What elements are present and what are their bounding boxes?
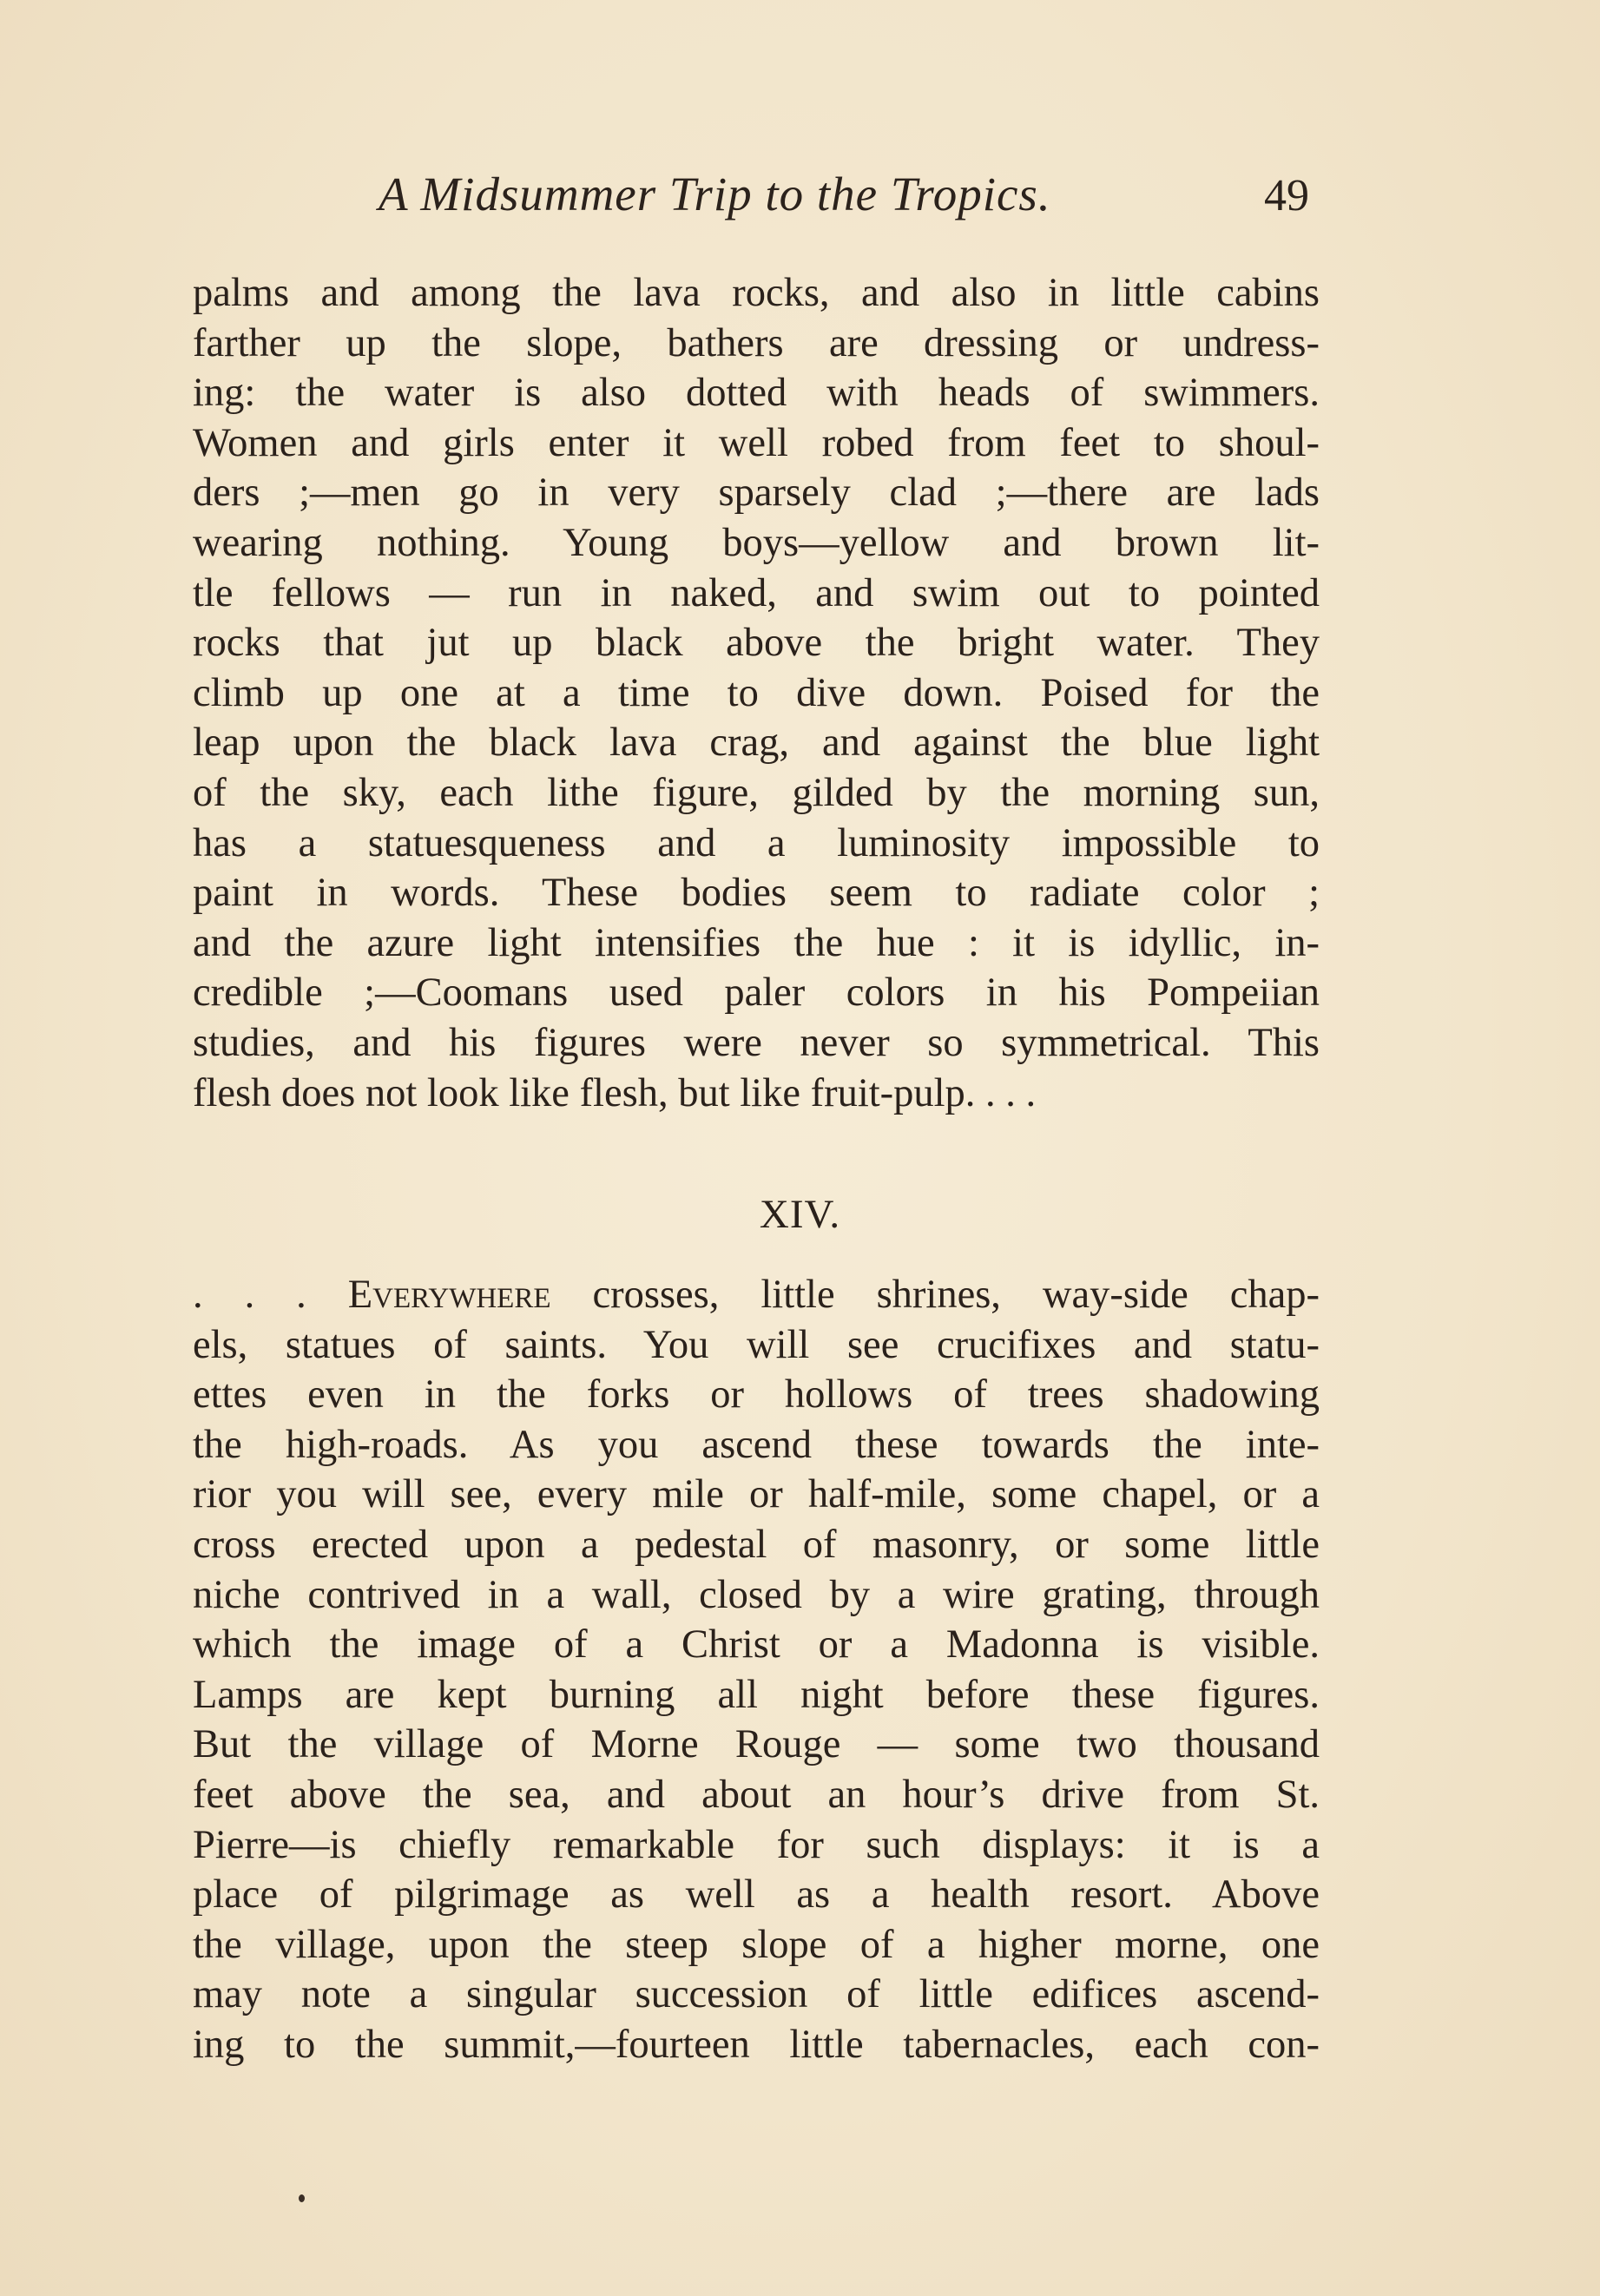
paragraph-1 [193,268,1320,1118]
text-line: ettes even in the forks or hollows of trees shadowing [193,1372,1320,1418]
text-line: may note a singular succession of little edifices ascend- [193,1972,1320,2017]
ink-speck [299,2194,305,2202]
text-line: els, statues of saints. You will see crucifixes and statu- [193,1322,1320,1367]
text-line: rior you will see, every mile or half-mile, some chapel, or a [193,1472,1320,1517]
running-head [379,167,1316,236]
text-line: tle fellows — run in naked, and swim out to pointed [193,570,1320,615]
text-line: of the sky, each lithe figure, gilded by the morning sun, [193,770,1320,815]
text-line: flesh does not look like flesh, but like fruit-pulp. . . . [193,1070,1037,1115]
text-line: Women and girls enter it well robed from feet to shoul- [193,420,1320,465]
text-line: rocks that jut up black above the bright water. They [193,621,1320,666]
text-line: credible ;—Coomans used paler colors in his Pompeiian [193,970,1320,1016]
text-line: studies, and his figures were never so symmetrical. This [193,1020,1320,1065]
text-line: leap upon the black lava crag, and against the blue light [193,720,1320,766]
text-line-first [193,1270,1320,1320]
text-line: Lamps are kept burning all night before these figures. [193,1672,1320,1717]
text-line: Pierre—is chiefly remarkable for such displays: it is a [193,1822,1320,1867]
running-title: A Midsummer Trip to the Tropics. [379,168,1051,220]
text-line: feet above the sea, and about an hour’s drive from St. [193,1772,1320,1817]
page-number: 49 [1264,171,1309,220]
text-line: climb up one at a time to dive down. Poised for the [193,670,1320,715]
text-line: farther up the slope, bathers are dressing or undress- [193,320,1320,365]
text-line: ing to the summit,—fourteen little tabernacles, each con- [193,2022,1320,2067]
text-line: niche contrived in a wall, closed by a wire grating, through [193,1572,1320,1617]
text-line: ing: the water is also dotted with heads of swimmers. [193,371,1320,416]
text-line: which the image of a Christ or a Madonna is visible. [193,1622,1320,1668]
text-line: has a statuesqueness and a luminosity impossible to [193,820,1320,865]
ellipsis-lead: . . . [193,1273,348,1317]
text-line: and the azure light intensifies the hue : it is idyllic, in- [193,920,1320,965]
text-line: ders ;—men go in very sparsely clad ;—there are lads [193,470,1320,516]
text-line: the high-roads. As you ascend these towards the inte- [193,1422,1320,1467]
paragraph-2 [193,1270,1320,2070]
text-line: wearing nothing. Young boys—yellow and brown lit- [193,520,1320,565]
text-line: palms and among the lava rocks, and also in little cabins [193,271,1320,315]
text-line: cross erected upon a pedestal of masonry, or some little [193,1522,1320,1567]
text-line: place of pilgrimage as well as a health resort. Above [193,1872,1320,1918]
text-line: the village, upon the steep slope of a higher morne, one [193,1922,1320,1967]
first-line-rest: crosses, little shrines, way-side chap- [550,1273,1320,1317]
section-heading: XIV. [759,1192,841,1237]
text-line: But the village of Morne Rouge — some two thousand [193,1722,1320,1767]
opening-word: Everywhere [347,1273,551,1317]
text-line: paint in words. These bodies seem to radiate color ; [193,871,1320,916]
